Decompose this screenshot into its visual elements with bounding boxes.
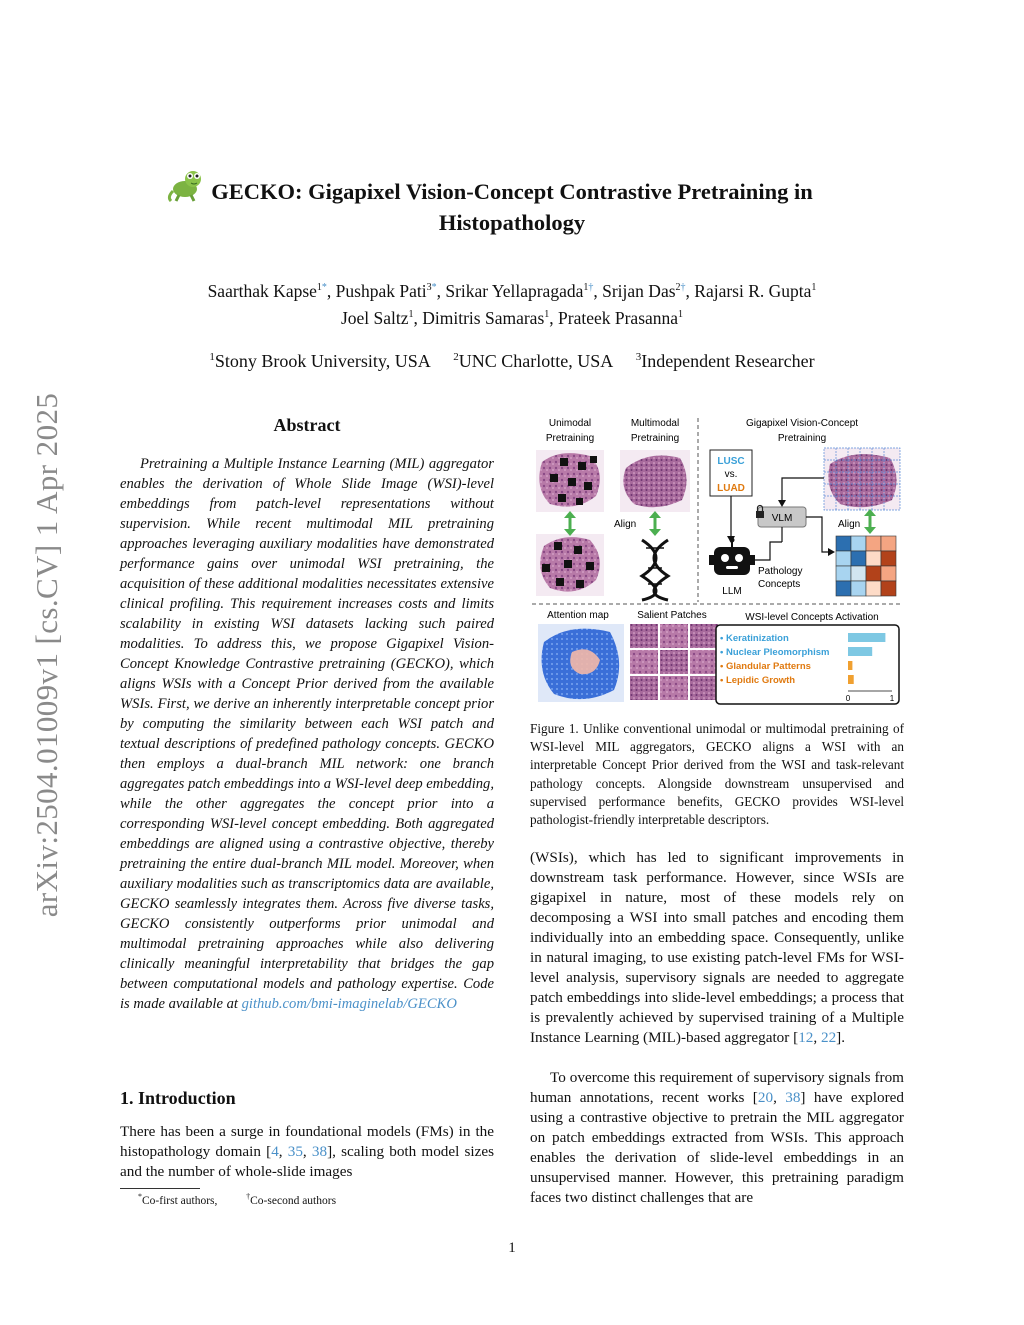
- unimodal-label: Unimodal: [548, 418, 592, 429]
- author: Joel Saltz$^1$: [340, 307, 414, 328]
- author: Rajarsi R. Gupta$^1$: [694, 280, 817, 301]
- arxiv-stamp: [22, 375, 72, 935]
- flow-arrow: [782, 478, 824, 502]
- author: Prateek Prasanna$^1$: [558, 307, 684, 328]
- unimodal-label-2: Pretraining: [545, 433, 595, 444]
- arxiv-stamp-text: arXiv:2504.01009v1 [cs.CV] 1 Apr 2025: [29, 392, 64, 918]
- vlm-box: [758, 507, 806, 527]
- activation-title: WSI-level Concepts Activation: [745, 612, 879, 623]
- concept-label: • Keratinization: [720, 633, 789, 644]
- page-number: 1: [508, 1240, 516, 1256]
- gigapixel-label: Gigapixel Vision-Concept: [745, 418, 859, 429]
- pathology-concepts-label: Pathology: [758, 566, 803, 577]
- class-label-box: [710, 450, 752, 496]
- affiliation: $^2$UNC Charlotte, USA: [453, 351, 614, 371]
- code-link[interactable]: github.com/bmi-imaginelab/GECKO: [241, 996, 457, 1012]
- figure-1: [530, 412, 904, 707]
- section-heading-introduction: 1. Introduction: [120, 1088, 236, 1108]
- activation-bar: [848, 633, 885, 642]
- concept-prior-matrix: [836, 536, 896, 596]
- citation[interactable]: 38: [311, 1143, 328, 1160]
- multimodal-label-2: Pretraining: [630, 433, 680, 444]
- affiliation: $^1$Stony Brook University, USA: [209, 351, 431, 371]
- author: Saarthak Kapse$^{1*}$: [207, 280, 327, 301]
- attention-map: [538, 624, 624, 702]
- concept-label: • Lepidic Growth: [720, 675, 796, 686]
- abstract-heading: Abstract: [273, 415, 341, 435]
- author-list: Saarthak Kapse$^{1*}$, Pushpak Pati$^{3*}$, Srikar Yellapragada$^{1\dagger}$, Srijan Das$^{2\dagger}$, Rajarsi R. Gupta$^1$ Joel Saltz$^1$, Dimitris Samaras$^1$, Prateek Prasanna$^1$: [207, 280, 817, 328]
- align-label-2: Align: [838, 519, 861, 530]
- wsi-grid-thumbnail: [824, 448, 900, 510]
- citation[interactable]: 38: [785, 1089, 801, 1106]
- flow-arrow: [806, 517, 830, 552]
- arrowhead: [828, 548, 835, 556]
- multimodal-label: Multimodal: [630, 418, 680, 429]
- author: Dimitris Samaras$^1$: [422, 307, 550, 328]
- activation-bar: [848, 647, 872, 656]
- flow-arrow: [755, 542, 782, 560]
- concept-label: • Glandular Patterns: [720, 661, 811, 672]
- llm-label: LLM: [722, 586, 742, 597]
- concept-label: • Nuclear Pleomorphism: [720, 647, 830, 658]
- gigapixel-label-2: Pretraining: [777, 433, 827, 444]
- vs-label: vs.: [724, 469, 738, 480]
- paper-title-text: GECKO: Gigapixel Vision-Concept Contrastive Pretraining in Histopathology: [211, 179, 813, 235]
- attention-map-label: Attention map: [547, 610, 609, 621]
- robot-icon: [709, 538, 755, 576]
- align-label: Align: [614, 519, 637, 530]
- author: Srikar Yellapragada$^{1\dagger}$: [445, 280, 594, 301]
- wsi-thumbnail: [620, 450, 690, 512]
- luad-label: LUAD: [717, 483, 745, 494]
- intro-paragraph: There has been a surge in foundational models (FMs) in the histopathology domain [4, 35, 38], scaling both model sizes and the number of whole-slide images: [120, 1123, 495, 1180]
- affiliation: $^3$Independent Researcher: [635, 351, 815, 371]
- x-tick-label: 1: [889, 694, 895, 703]
- wsi-thumbnail: [536, 534, 604, 596]
- abstract-body: Pretraining a Multiple Instance Learning (MIL) aggregator enables the derivation of Whole Slide Image (WSI)-level embeddings from patch-level representations without supervision. While recent multimodal MIL pretraining approaches leveraging auxiliary modalities have demonstrated performance gains over unimodal WSI pretraining, the acquisition of these additional modalities necessitates extensive clinical profiling. This requirement increases costs and limits scalability in existing WSI datasets lacking such paired modalities. To address this, we propose Gigapixel Vision-Concept Knowledge Contrastive pretraining (GECKO), which aligns WSIs with a Concept Prior derived from the available WSIs. First, we derive an inherently interpretable concept prior by computing the similarity between each WSI patch and textual descriptions of predefined pathology concepts. GECKO then employs a dual-branch MIL network: one branch aggregates patch embeddings into a WSI-level deep embedding, while the other aggregates the concept prior into a corresponding WSI-level concept embedding. Both aggregated embeddings are aligned using a contrastive objective, thereby pretraining the entire dual-branch MIL model. Moreover, when auxiliary modalities such as transcriptomics data are available, GECKO seamlessly integrates them. Across five diverse tasks, GECKO consistently outperforms prior unimodal and multimodal pretraining approaches while also delivering clinically meaningful interpretability that bridges the gap between computational models and pathology expertise. Code is made available at github.com/bmi-imaginelab/GECKO: [120, 456, 494, 1012]
- citation[interactable]: 4: [271, 1143, 279, 1160]
- wsi-thumbnail: [536, 450, 604, 512]
- dna-icon: [642, 540, 668, 600]
- citation[interactable]: 35: [287, 1143, 303, 1160]
- align-arrow: [649, 511, 661, 536]
- align-arrow: [564, 511, 576, 536]
- figure-caption: Figure 1. Unlike conventional unimodal or multimodal pretraining of WSI-level MIL aggregators, GECKO aligns a WSI with an interpretable Concept Prior derived from the WSI and task-relevant pathology concepts. Alongside downstream unsupervised and supervised performance benefits, GECKO provides WSI-level pathologist-friendly interpretable descriptors.: [530, 721, 904, 828]
- x-tick-label: 0: [845, 694, 851, 703]
- footnote: *Co-first authors, †Co-second authors: [138, 1192, 337, 1207]
- citation[interactable]: 12: [798, 1029, 814, 1046]
- author: Srijan Das$^{2\dagger}$: [602, 280, 686, 301]
- lusc-label: LUSC: [717, 456, 745, 467]
- citation[interactable]: 20: [757, 1089, 774, 1106]
- pathology-concepts-label-2: Concepts: [758, 579, 801, 590]
- affiliations: [120, 345, 904, 373]
- body-paragraph: To overcome this requirement of supervisory signals from human annotations, recent works [20, 38] have explored using a contrastive objective to pretrain the MIL aggregator on patch embeddings extracted from WSIs. This approach enables the derivation of slide-level embeddings in an unsupervised manner. However, this pretraining paradigm faces two distinct challenges that are: [530, 1069, 904, 1206]
- body-paragraph: (WSIs), which has led to significant improvements in downstream task performance. However, since WSIs are gigapixel in nature, most of these models rely on decomposing a WSI into small patches and encoding them individually into an embedding space. Consequently, unlike in natural imaging, to use existing patch-level FMs for WSI-level analysis, supervisory signals are needed to aggregate patch embeddings into slide-level embeddings; a process that is prevalently achieved by supervised training of a Multiple Instance Learning (MIL)-based aggregator [12, 22].: [530, 849, 904, 1046]
- author: Pushpak Pati$^{3*}$: [335, 280, 437, 301]
- arrowhead: [778, 500, 786, 507]
- activation-bar: [848, 675, 854, 684]
- footnote-rule: [120, 1188, 200, 1189]
- citation[interactable]: 22: [820, 1029, 837, 1046]
- vlm-label: VLM: [771, 513, 793, 524]
- activation-bar: [848, 661, 852, 670]
- salient-patches-label: Salient Patches: [637, 610, 707, 621]
- salient-patches: [630, 624, 718, 700]
- paper-title: [150, 176, 874, 238]
- align-arrow: [864, 509, 876, 534]
